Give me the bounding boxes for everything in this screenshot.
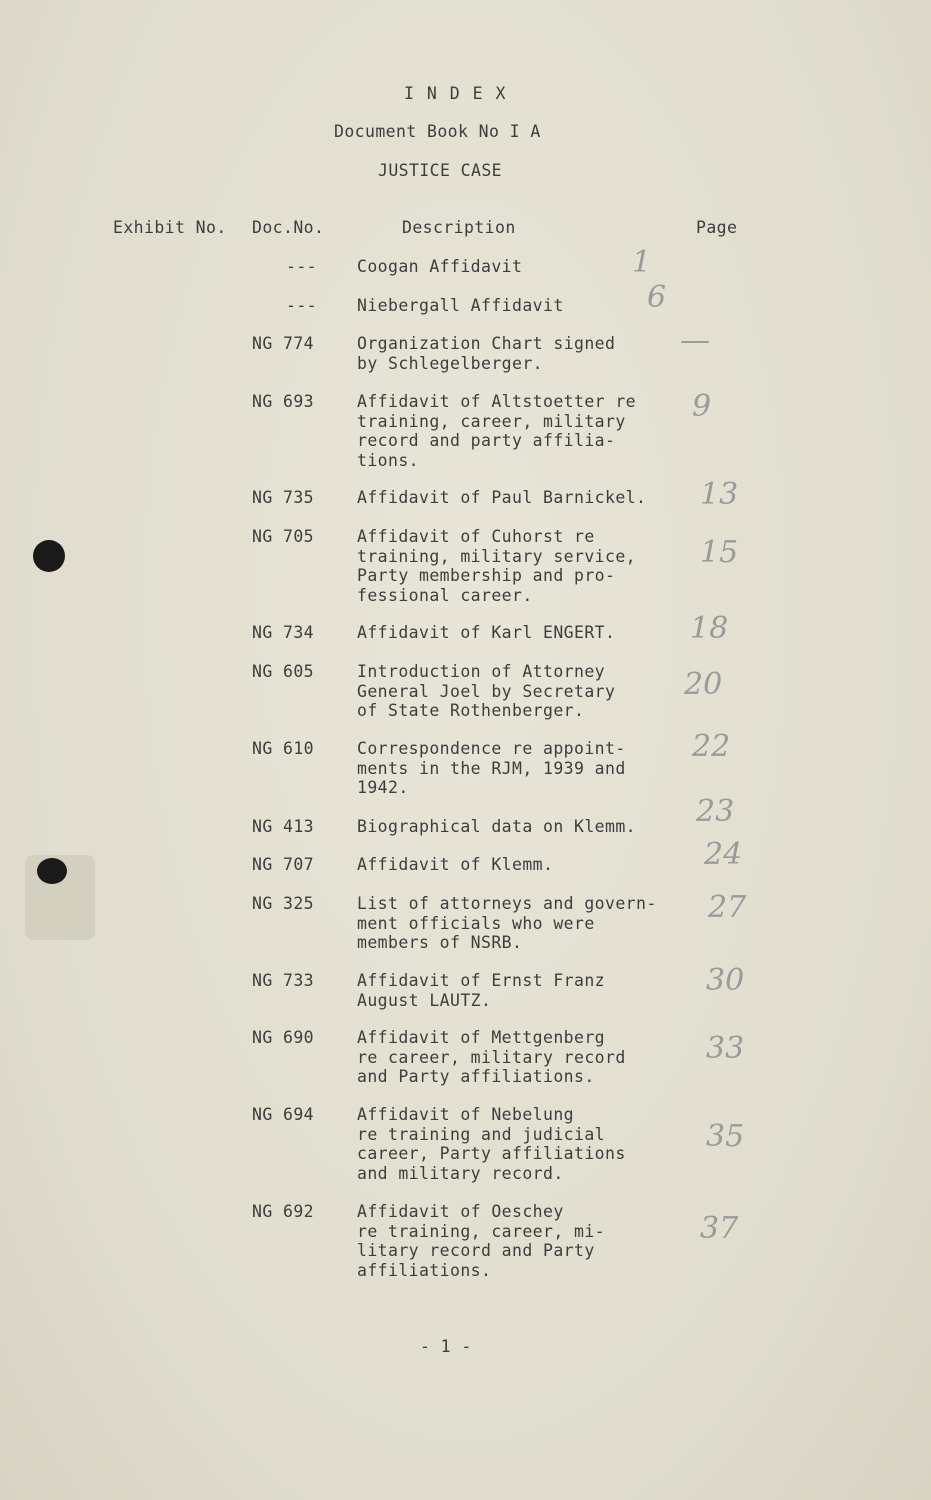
row-description: Affidavit of Klemm. [357,855,554,874]
doc-number: --- [286,296,318,315]
doc-number: NG 610 [252,739,315,758]
row-description: Affidavit of Ernst Franz August LAUTZ. [357,971,606,1010]
doc-number: NG 774 [252,334,315,353]
doc-number: NG 734 [252,623,315,642]
doc-number: NG 325 [252,894,315,913]
doc-number: NG 733 [252,971,315,990]
doc-number: NG 693 [252,392,315,411]
row-description: Affidavit of Mettgenberg re career, military record and Party affiliations. [357,1028,626,1086]
handwritten-page-number: 6 [647,280,667,315]
row-description: Coogan Affidavit [357,257,523,276]
handwritten-page-number: — [680,323,710,358]
handwritten-page-number: 22 [692,729,731,764]
row-description: Affidavit of Cuhorst re training, military service, Party membership and pro- fessional career. [357,527,637,605]
row-description: Affidavit of Karl ENGERT. [357,623,616,642]
doc-number: NG 694 [252,1105,315,1124]
handwritten-page-number: 20 [684,667,723,702]
punch-hole [33,540,65,572]
row-description: List of attorneys and govern- ment officials who were members of NSRB. [357,894,657,952]
doc-number: NG 605 [252,662,315,681]
handwritten-page-number: 13 [700,477,739,512]
page-number-footer: - 1 - [420,1337,472,1356]
column-header-description: Description [402,218,516,237]
column-header-page: Page [696,218,738,237]
handwritten-page-number: 15 [700,535,739,570]
row-description: Affidavit of Altstoetter re training, career, military record and party affilia- tions. [357,392,637,470]
column-header-exhibit: Exhibit No. [113,218,227,237]
doc-number: --- [286,257,318,276]
row-description: Introduction of Attorney General Joel by Secretary of State Rothenberger. [357,662,616,720]
doc-number: NG 705 [252,527,315,546]
handwritten-page-number: 1 [632,245,652,280]
handwritten-page-number: 18 [690,611,729,646]
handwritten-page-number: 37 [700,1211,739,1246]
handwritten-page-number: 9 [692,389,712,424]
handwritten-page-number: 27 [708,890,747,925]
row-description: Organization Chart signed by Schlegelberger. [357,334,616,373]
document-book-subtitle: Document Book No I A [334,122,541,141]
handwritten-page-number: 24 [704,837,743,872]
case-title: JUSTICE CASE [378,161,503,180]
doc-number: NG 413 [252,817,315,836]
row-description: Affidavit of Oeschey re training, career, mi- litary record and Party affiliations. [357,1202,606,1280]
punch-hole [37,858,67,884]
row-description: Correspondence re appoint- ments in the RJM, 1939 and 1942. [357,739,626,797]
doc-number: NG 707 [252,855,315,874]
doc-number: NG 735 [252,488,315,507]
handwritten-page-number: 30 [706,963,745,998]
column-header-doc: Doc.No. [252,218,325,237]
row-description: Affidavit of Nebelung re training and judicial career, Party affiliations and military record. [357,1105,626,1183]
index-title: I N D E X [404,84,507,103]
handwritten-page-number: 23 [696,794,735,829]
row-description: Biographical data on Klemm. [357,817,637,836]
handwritten-page-number: 33 [706,1031,745,1066]
doc-number: NG 692 [252,1202,315,1221]
doc-number: NG 690 [252,1028,315,1047]
handwritten-page-number: 35 [706,1119,745,1154]
row-description: Affidavit of Paul Barnickel. [357,488,647,507]
row-description: Niebergall Affidavit [357,296,564,315]
